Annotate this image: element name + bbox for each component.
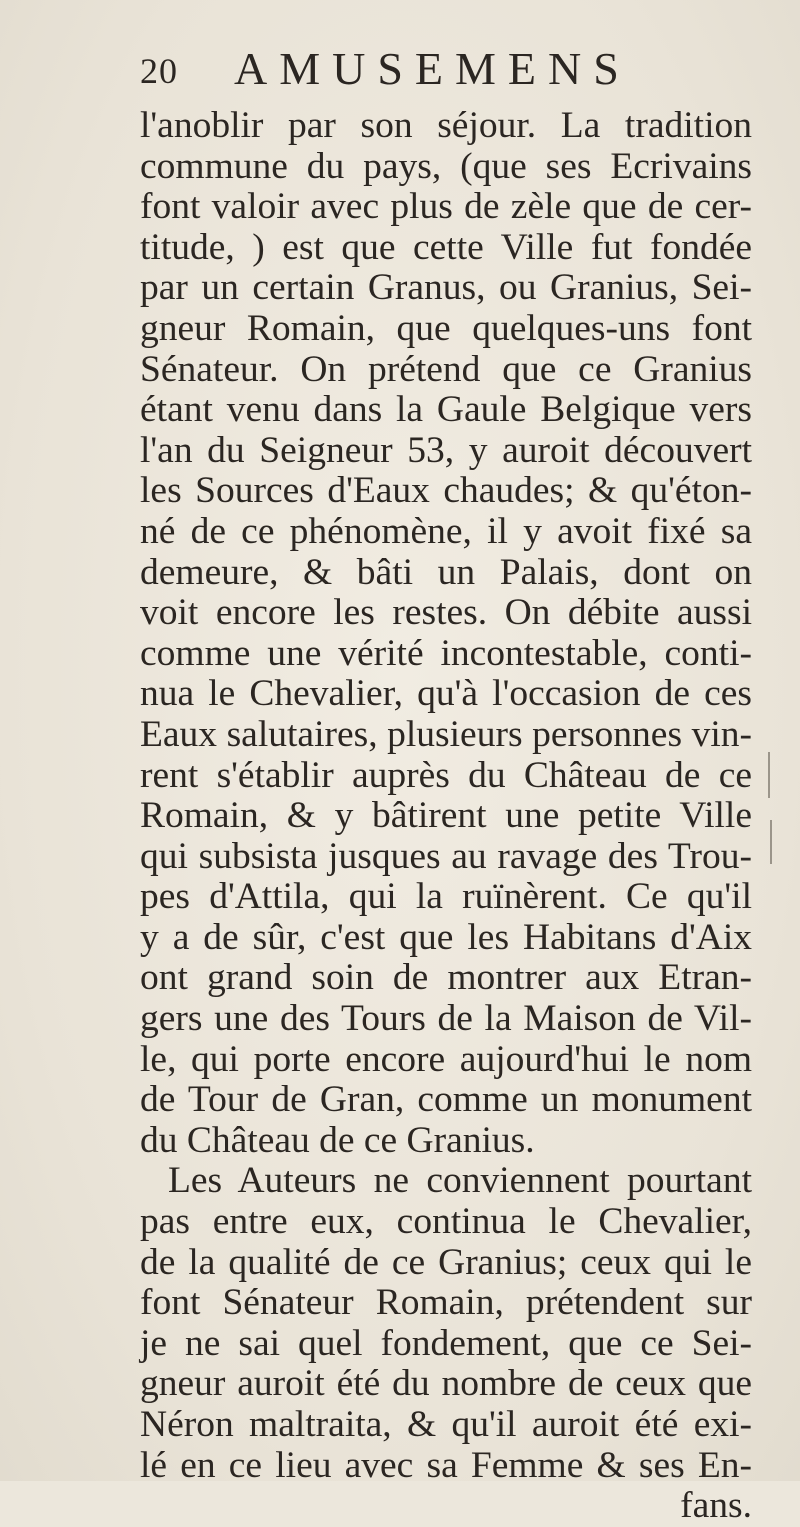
text-line: pes d'Attila, qui la ruïnèrent. Ce qu'il	[140, 876, 752, 918]
text-line: titude, ) est que cette Ville fut fondée	[140, 226, 752, 268]
text-line: y a de sûr, c'est que les Habitans d'Aix	[140, 916, 752, 958]
text-line: comme une vérité incontestable, conti-	[140, 632, 752, 674]
text-line: demeure, & bâti un Palais, dont on	[140, 551, 752, 593]
text-line: nua le Chevalier, qu'à l'occasion de ces	[140, 673, 752, 715]
text-line: Romain, & y bâtirent une petite Ville	[140, 795, 752, 837]
text-line: Néron maltraita, & qu'il auroit été exi-	[140, 1404, 752, 1445]
text-line: gneur Romain, que quelques-uns font	[140, 307, 752, 349]
text-line: l'an du Seigneur 53, y auroit découvert	[140, 429, 752, 471]
text-line: l'anoblir par son séjour. La tradition	[140, 105, 752, 146]
text-line: Eaux salutaires, plusieurs personnes vin-	[140, 713, 752, 755]
text-line: Sénateur. On prétend que ce Granius	[140, 348, 752, 390]
margin-mark	[770, 820, 772, 864]
running-head: AMUSEMENS	[234, 43, 631, 94]
text-line: qui subsista jusques au ravage des Trou-	[140, 835, 752, 877]
text-line: je ne sai quel fondement, que ce Sei-	[140, 1322, 752, 1364]
text-line: font valoir avec plus de zèle que de cer-	[140, 186, 752, 228]
text-line: lé en ce lieu avec sa Femme & ses En-	[140, 1444, 752, 1486]
text-line: de Tour de Gran, comme un monument	[140, 1079, 752, 1121]
text-line: de la qualité de ce Granius; ceux qui le	[140, 1241, 752, 1283]
text-line: pas entre eux, continua le Chevalier,	[140, 1201, 752, 1243]
text-line: fans.	[680, 1485, 752, 1527]
text-line: du Château de ce Granius.	[140, 1119, 535, 1161]
text-line: gneur auroit été du nombre de ceux que	[140, 1363, 752, 1405]
margin-mark	[768, 752, 770, 798]
page-header	[140, 42, 760, 102]
text-line: Les Auteurs ne conviennent pourtant	[168, 1160, 752, 1202]
text-line: ont grand soin de montrer aux Etran-	[140, 957, 752, 999]
page-number: 20	[140, 51, 178, 91]
text-line: commune du pays, (que ses Ecrivains	[140, 145, 752, 187]
text-line: le, qui porte encore aujourd'hui le nom	[140, 1038, 752, 1080]
text-line: né de ce phénomène, il y avoit fixé sa	[140, 510, 752, 552]
text-line: font Sénateur Romain, prétendent sur	[140, 1282, 752, 1324]
text-line: les Sources d'Eaux chaudes; & qu'éton-	[140, 470, 752, 512]
text-line: gers une des Tours de la Maison de Vil-	[140, 998, 752, 1040]
text-line: rent s'établir auprès du Château de ce	[140, 754, 752, 796]
text-line: par un certain Granus, ou Granius, Sei-	[140, 267, 752, 309]
text-line: voit encore les restes. On débite aussi	[140, 592, 752, 634]
body-text	[140, 106, 752, 1527]
text-line: étant venu dans la Gaule Belgique vers	[140, 389, 752, 431]
